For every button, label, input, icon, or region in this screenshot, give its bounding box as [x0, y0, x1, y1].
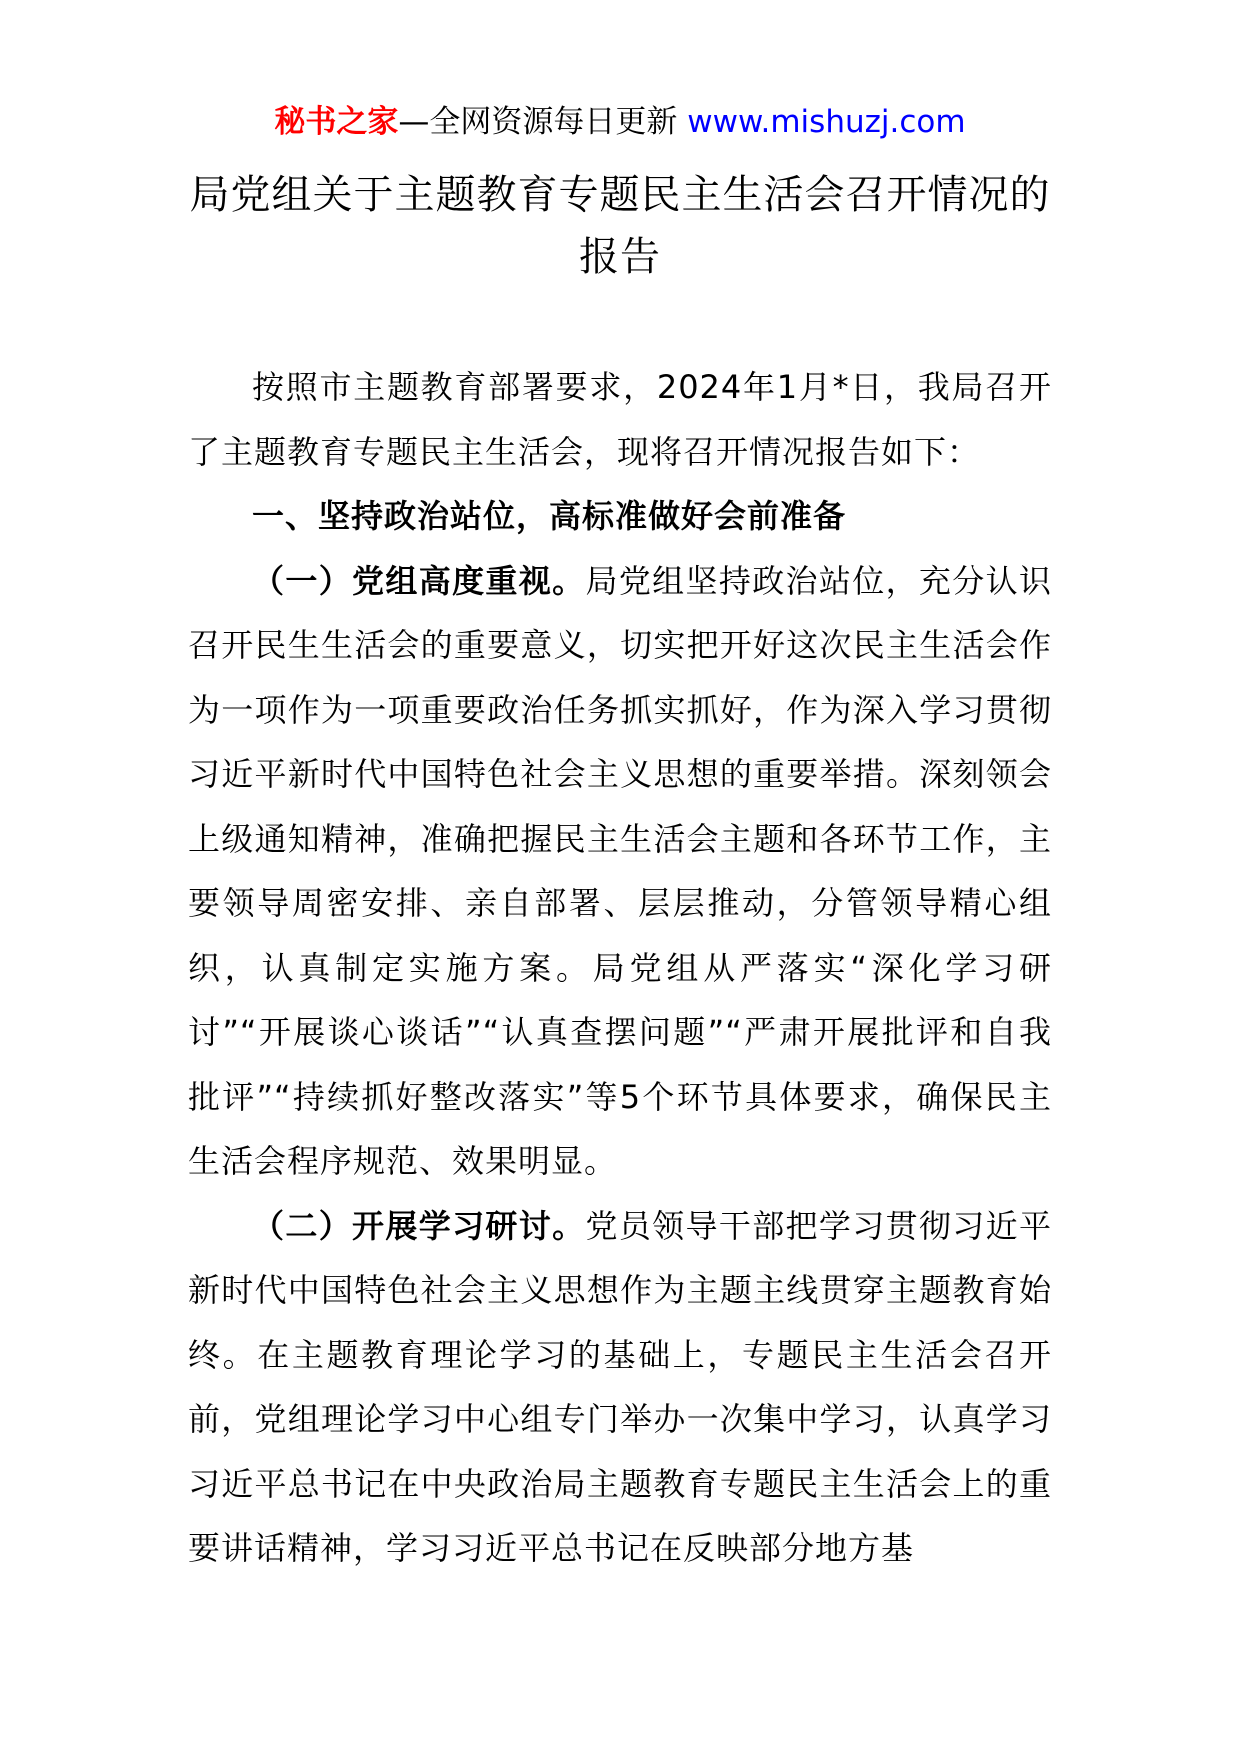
- site-url-link[interactable]: www.mishuzj.com: [687, 104, 966, 140]
- paragraph-1-heading: （一）党组高度重视。: [252, 561, 586, 600]
- paragraph-2-heading: （二）开展学习研讨。: [252, 1206, 586, 1245]
- paragraph-1: [188, 549, 1052, 1194]
- paragraph-2: [188, 1194, 1052, 1581]
- document-body: [188, 355, 1052, 1581]
- site-header: [0, 100, 1240, 144]
- document-title: 局党组关于主题教育专题民主生活会召开情况的报告: [189, 172, 1051, 280]
- header-tagline: —全网资源每日更新: [398, 104, 678, 140]
- paragraph-2-body: 党员领导干部把学习贯彻习近平新时代中国特色社会主义思想作为主题主线贯穿主题教育始终。在主题教育理论学习的基础上，专题民主生活会召开前，党组理论学习中心组专门举办一次集中学习，认真学习习近平总书记在中央政治局主题教育专题民主生活会上的重要讲话精神，学习习近平总书记在反映部分地方基: [188, 1206, 1052, 1567]
- brand-name: 秘书之家: [274, 104, 399, 140]
- paragraph-1-body: 局党组坚持政治站位，充分认识召开民生生活会的重要意义，切实把开好这次民主生活会作为一项作为一项重要政治任务抓实抓好，作为深入学习贯彻习近平新时代中国特色社会主义思想的重要举措。深刻领会上级通知精神，准确把握民主生活会主题和各环节工作，主要领导周密安排、亲自部署、层层推动，分管领导精心组织，认真制定实施方案。局党组从严落实“深化学习研讨”“开展谈心谈话”“认真查摆问题”“严肃开展批评和自我批评”“持续抓好整改落实”等5个环节具体要求，确保民主生活会程序规范、效果明显。: [188, 561, 1052, 1180]
- intro-paragraph: 按照市主题教育部署要求，2024年1月*日，我局召开了主题教育专题民主生活会，现将召开情况报告如下：: [188, 368, 1052, 471]
- section-heading: 一、坚持政治站位，高标准做好会前准备: [252, 497, 847, 535]
